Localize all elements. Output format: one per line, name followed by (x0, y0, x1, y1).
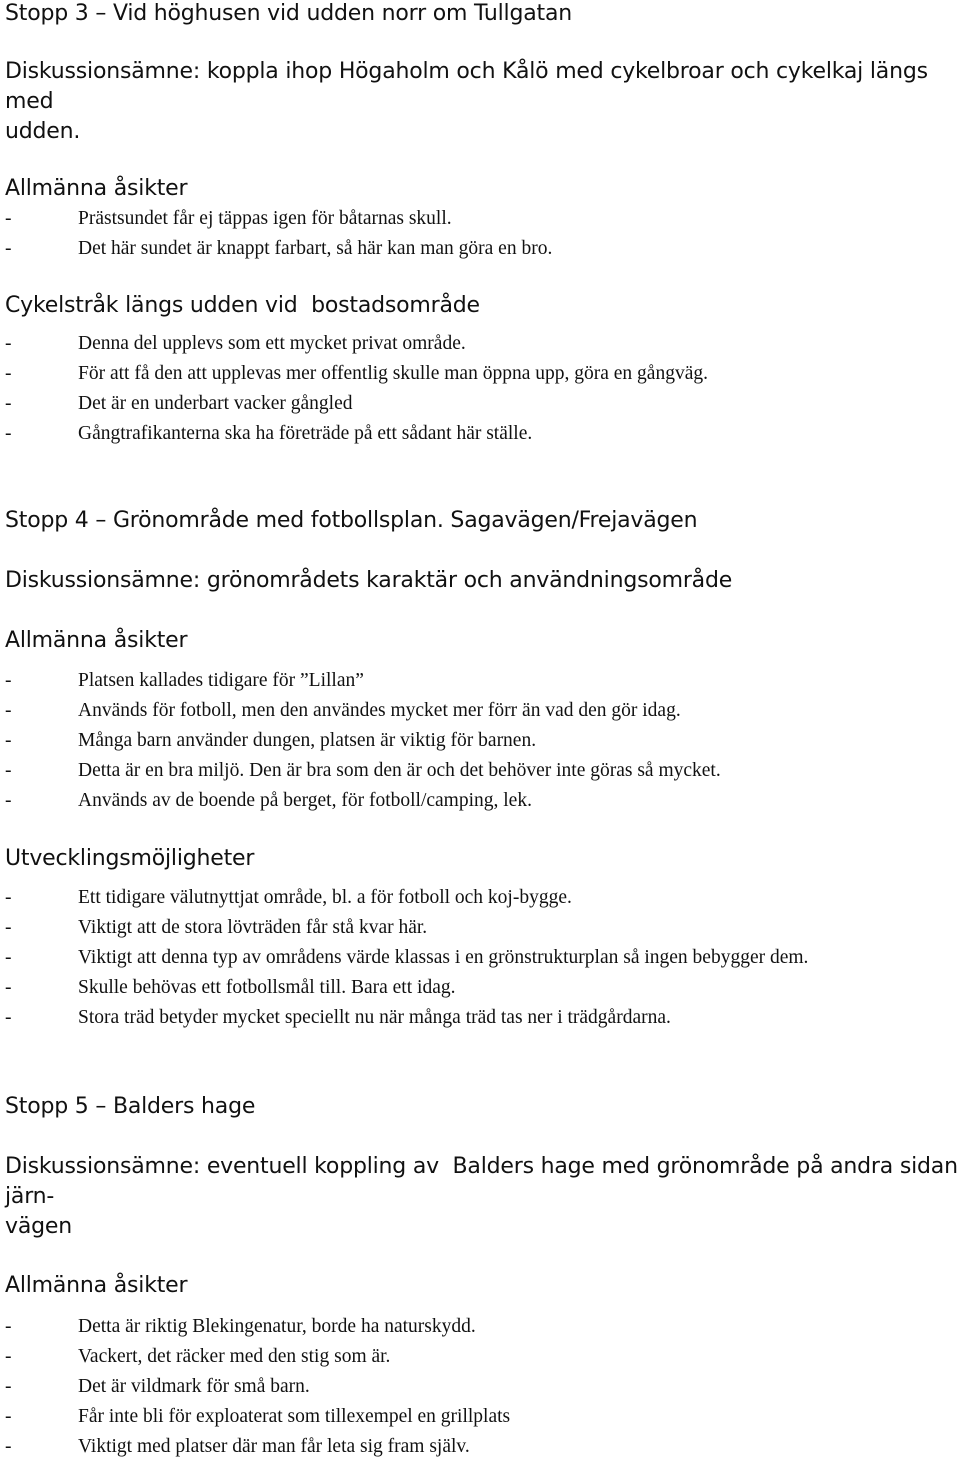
list-item: - Viktigt att de stora lövträden får stå kvar här. (5, 917, 428, 938)
list-item: - Detta är riktig Blekingenatur, borde ha naturskydd. (5, 1316, 476, 1337)
stop-4-general-heading: Allmänna åsikter (5, 628, 188, 653)
list-item: - Stora träd betyder mycket speciellt nu när många träd tas ner i trädgårdarna. (5, 1007, 671, 1028)
list-item: - Skulle behövas ett fotbollsmål till. Bara ett idag. (5, 977, 456, 998)
stop-3-title: Stopp 3 – Vid höghusen vid udden norr om Tullgatan (5, 1, 572, 26)
list-item: - Vackert, det räcker med den stig som är. (5, 1346, 391, 1367)
stop-5-topic-line-1: Diskussionsämne: eventuell koppling av Balders hage med grönområde på andra sidan järn- (5, 1154, 958, 1209)
list-item: - Viktigt att denna typ av områdens värde klassas i en grönstrukturplan så ingen bebygger dem. (5, 947, 809, 968)
stop-3-cycle-list (5, 329, 960, 449)
list-item: - Används för fotboll, men den användes mycket mer förr än vad den gör idag. (5, 700, 681, 721)
stop-4-topic: Diskussionsämne: grönområdets karaktär och användningsområde (5, 568, 733, 593)
stop-3-topic-line-2: udden. (5, 119, 81, 144)
list-item: - Får inte bli för exploaterat som tillexempel en grillplats (5, 1406, 511, 1427)
list-item: - Det är vildmark för små barn. (5, 1376, 310, 1397)
stop-5-section (5, 1092, 960, 1462)
stop-3-section (5, 0, 960, 449)
list-item: - Viktigt med platser där man får leta sig fram själv. (5, 1436, 470, 1457)
list-item: - Denna del upplevs som ett mycket privat område. (5, 333, 466, 354)
list-item: - Många barn använder dungen, platsen är viktig för barnen. (5, 730, 537, 751)
stop-5-general-list (5, 1312, 960, 1462)
list-item: - För att få den att upplevas mer offentlig skulle man öppna upp, göra en gångväg. (5, 363, 708, 384)
stop-3-topic-line-1: Diskussionsämne: koppla ihop Högaholm och Kålö med cykelbroar och cykelkaj längs med (5, 59, 928, 114)
list-item: - Används av de boende på berget, för fotboll/camping, lek. (5, 790, 532, 811)
stop-3-cycle-heading: Cykelstråk längs udden vid bostadsområde (5, 293, 480, 318)
stop-4-section (5, 506, 960, 1033)
stop-3-general-heading: Allmänna åsikter (5, 176, 188, 201)
list-item: - Platsen kallades tidigare för ”Lillan” (5, 670, 364, 691)
stop-5-topic-line-2: vägen (5, 1214, 72, 1239)
stop-4-title: Stopp 4 – Grönområde med fotbollsplan. Sagavägen/Frejavägen (5, 508, 698, 533)
stop-5-topic (5, 1152, 960, 1242)
list-item: - Ett tidigare välutnyttjat område, bl. a för fotboll och koj-bygge. (5, 887, 572, 908)
list-item: - Prästsundet får ej täppas igen för båtarnas skull. (5, 208, 452, 229)
list-item: - Det här sundet är knappt farbart, så här kan man göra en bro. (5, 238, 553, 259)
stop-4-general-list (5, 666, 960, 816)
list-item: - Detta är en bra miljö. Den är bra som den är och det behöver inte göras så mycket. (5, 760, 721, 781)
list-item: - Det är en underbart vacker gångled (5, 393, 353, 414)
stop-3-topic (5, 57, 960, 147)
stop-5-general-heading: Allmänna åsikter (5, 1273, 188, 1298)
list-item: - Gångtrafikanterna ska ha företräde på ett sådant här ställe. (5, 423, 533, 444)
stop-4-dev-list (5, 883, 960, 1033)
stop-4-dev-heading: Utvecklingsmöjligheter (5, 846, 255, 871)
stop-3-general-list (5, 204, 960, 264)
stop-5-title: Stopp 5 – Balders hage (5, 1094, 256, 1119)
